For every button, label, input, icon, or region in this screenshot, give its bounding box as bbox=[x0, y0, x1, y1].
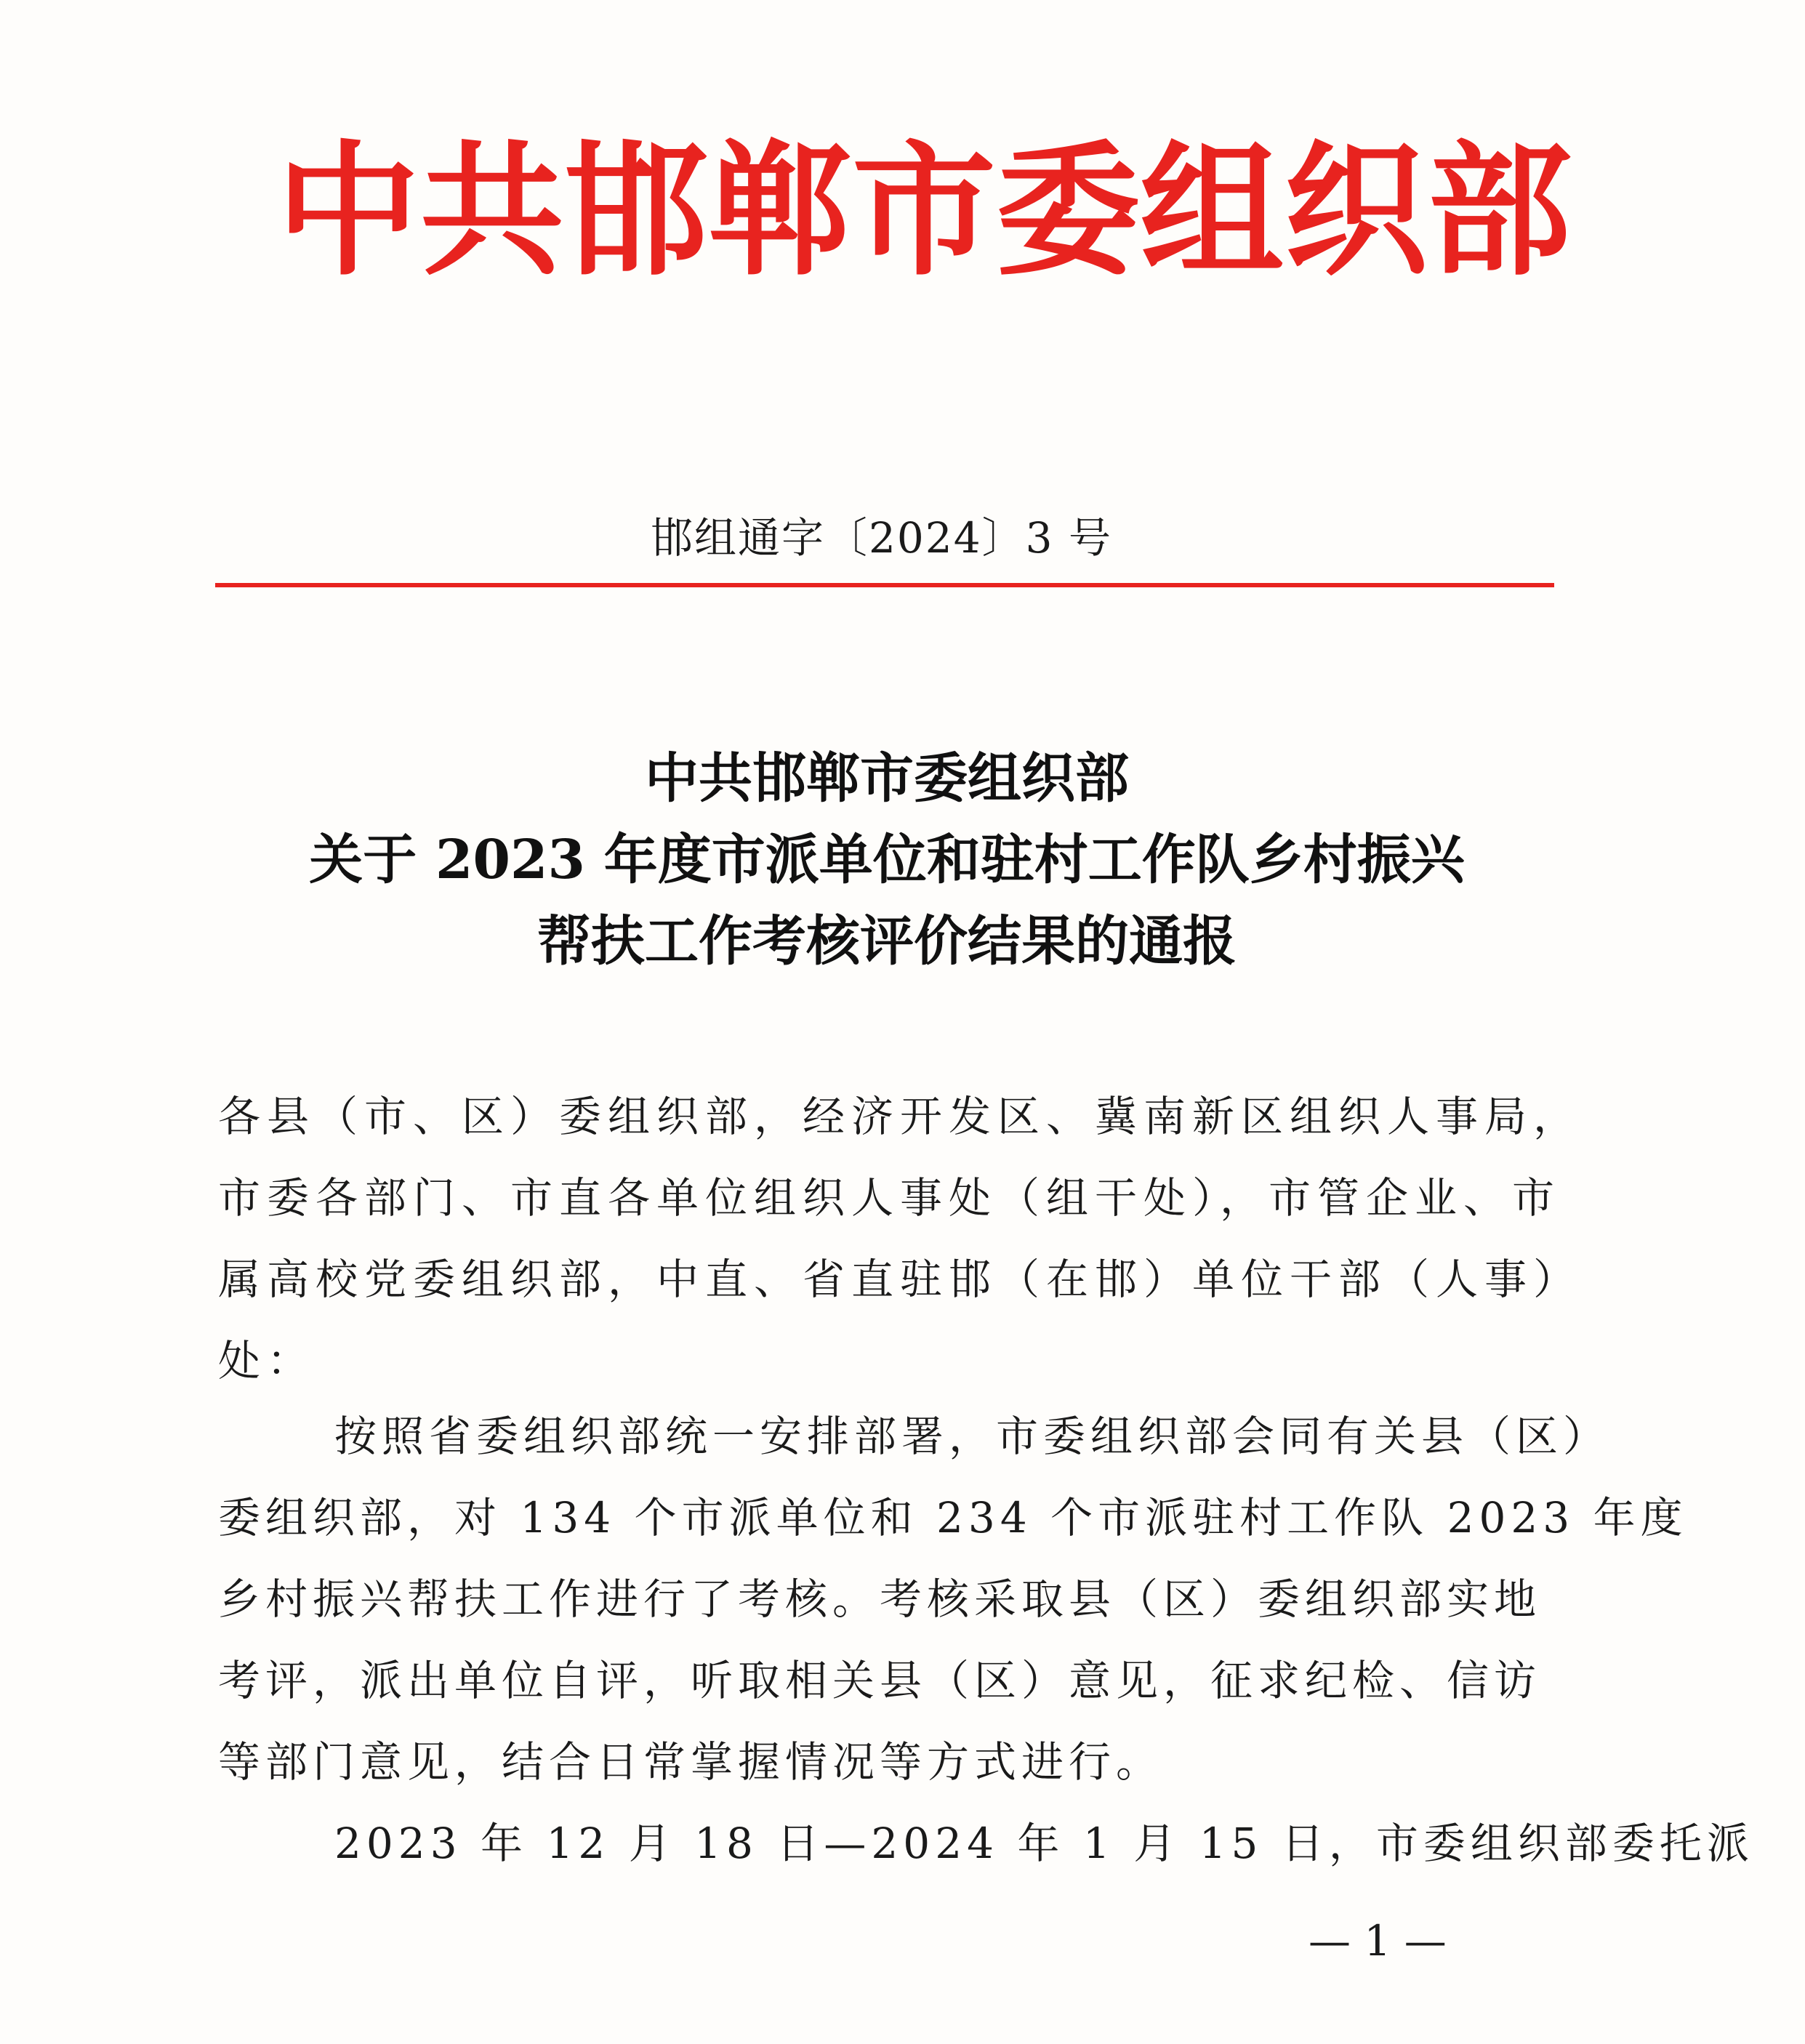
recipient-line: 市委各部门、市直各单位组织人事处（组干处），市管企业、市 bbox=[218, 1173, 1561, 1223]
recipient-line: 处： bbox=[218, 1336, 316, 1385]
body-paragraph-line: 等部门意见，结合日常掌握情况等方式进行。 bbox=[218, 1737, 1164, 1787]
page-number: — 1 — bbox=[1308, 1916, 1447, 1965]
recipient-line: 属高校党委组织部，中直、省直驻邯（在邯）单位干部（人事） bbox=[218, 1255, 1583, 1304]
body-paragraph-line: 乡村振兴帮扶工作进行了考核。考核采取县（区）委组织部实地 bbox=[218, 1574, 1542, 1624]
body-paragraph-line: 按照省委组织部统一安排部署，市委组织部会同有关县（区） bbox=[334, 1412, 1611, 1461]
recipient-line: 各县（市、区）委组织部，经济开发区、冀南新区组织人事局， bbox=[218, 1092, 1583, 1141]
body-paragraph-line: 考评，派出单位自评，听取相关县（区）意见，征求纪检、信访 bbox=[218, 1656, 1542, 1705]
body-paragraph-line: 委组织部，对 134 个市派单位和 234 个市派驻村工作队 2023 年度 bbox=[218, 1493, 1688, 1542]
body-paragraph-line: 2023 年 12 月 18 日—2024 年 1 月 15 日，市委组织部委托派 bbox=[334, 1819, 1754, 1868]
title-line-3: 帮扶工作考核评价结果的通报 bbox=[537, 910, 1237, 973]
recipient-list bbox=[218, 1076, 1583, 1401]
red-separator-line bbox=[215, 583, 1554, 587]
document-title bbox=[218, 738, 1556, 982]
title-line-1: 中共邯郸市委组织部 bbox=[645, 747, 1129, 810]
body-text bbox=[218, 1396, 1754, 1884]
document-number: 邯组通字〔2024〕3 号 bbox=[651, 513, 1112, 563]
issuing-organization-header: 中共邯郸市委组织部 bbox=[276, 126, 1572, 295]
title-line-2: 关于 2023 年度市派单位和驻村工作队乡村振兴 bbox=[309, 829, 1465, 891]
